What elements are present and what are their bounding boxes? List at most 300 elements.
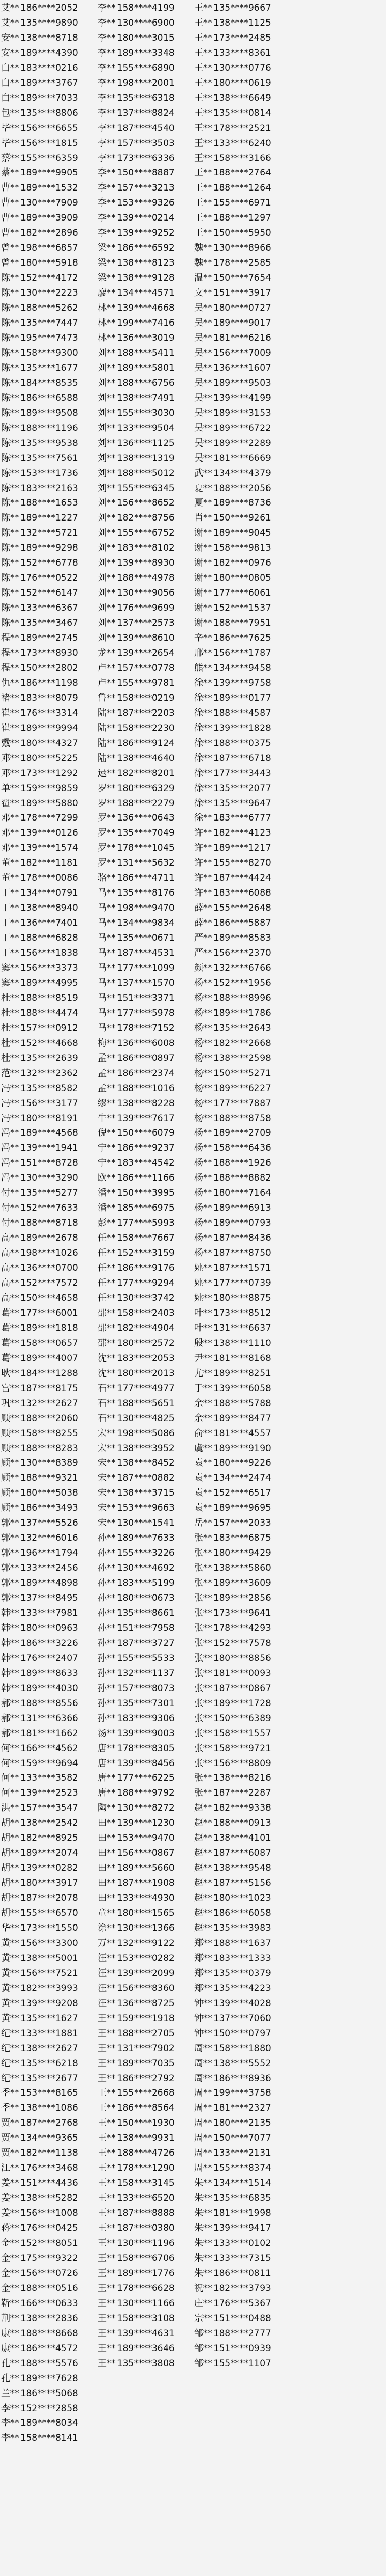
list-item	[96, 751, 193, 766]
list-item	[96, 931, 193, 946]
list-item	[0, 1546, 96, 1561]
masked-phone-number: 156****7009	[213, 347, 271, 358]
masked-name: 邹**	[194, 2343, 212, 2354]
masked-name: 岳**	[194, 1518, 212, 1529]
list-item	[0, 1651, 96, 1666]
list-item	[193, 1066, 290, 1081]
masked-phone-number: 177****7887	[213, 1097, 271, 1109]
list-item	[193, 301, 290, 316]
masked-phone-number: 173****1292	[20, 767, 78, 779]
list-item	[193, 1231, 290, 1246]
masked-phone-number: 151****4436	[20, 2178, 78, 2189]
list-item	[96, 1936, 193, 1951]
masked-phone-number: 130****0776	[213, 62, 271, 74]
masked-name: 田**	[98, 1863, 116, 1874]
masked-name: 谢**	[194, 618, 212, 629]
masked-phone-number: 180****2135	[213, 2118, 271, 2129]
masked-name: 高**	[1, 1278, 19, 1289]
masked-phone-number: 155****2648	[213, 903, 271, 914]
list-item	[0, 1516, 96, 1531]
list-item	[0, 136, 96, 151]
masked-name: 宗**	[194, 2312, 212, 2324]
masked-name: 邢**	[194, 647, 212, 658]
list-item	[96, 181, 193, 196]
list-item	[193, 2191, 290, 2206]
list-item	[96, 631, 193, 646]
list-item	[96, 436, 193, 451]
masked-phone-number: 189****5880	[20, 797, 78, 809]
list-item	[193, 1771, 290, 1786]
masked-phone-number: 178****1045	[117, 843, 175, 854]
masked-phone-number: 198****1026	[20, 1248, 78, 1259]
masked-phone-number: 138****2836	[20, 2312, 78, 2324]
masked-phone-number: 182****4123	[213, 828, 271, 839]
list-item	[193, 571, 290, 586]
list-item	[193, 1441, 290, 1457]
masked-phone-number: 157****0778	[117, 662, 175, 674]
list-item	[0, 601, 96, 616]
list-item	[193, 2131, 290, 2146]
list-item	[96, 316, 193, 331]
masked-phone-number: 180****0727	[213, 303, 271, 314]
masked-name: 陈**	[1, 407, 19, 419]
list-item	[193, 2251, 290, 2266]
masked-name: 刘**	[98, 452, 116, 464]
list-item	[193, 2221, 290, 2236]
masked-phone-number: 188****5651	[117, 1397, 175, 1409]
masked-phone-number: 189****8583	[213, 933, 271, 944]
masked-phone-number: 189****7035	[117, 2058, 175, 2069]
list-item	[0, 2057, 96, 2072]
masked-phone-number: 156****0867	[117, 1848, 175, 1859]
masked-phone-number: 136****6008	[117, 1037, 175, 1049]
masked-phone-number: 137****5526	[20, 1518, 78, 1529]
masked-phone-number: 178****2521	[213, 122, 271, 134]
masked-name: 袁**	[194, 1473, 212, 1484]
masked-name: 徐**	[194, 782, 212, 794]
masked-name: 李**	[98, 77, 116, 89]
masked-name: 冯**	[1, 1097, 19, 1109]
masked-name: 纪**	[1, 2073, 19, 2084]
list-item	[0, 1291, 96, 1306]
masked-name: 冯**	[1, 1158, 19, 1169]
masked-name: 赵**	[194, 1863, 212, 1874]
masked-name: 葛**	[1, 1307, 19, 1319]
masked-name: 冯**	[1, 1173, 19, 1184]
masked-phone-number: 188****9792	[117, 1788, 175, 1799]
list-item	[0, 646, 96, 661]
masked-phone-number: 133****3582	[20, 1773, 78, 1784]
masked-phone-number: 135****3467	[20, 618, 78, 629]
list-item	[0, 2311, 96, 2326]
list-item	[193, 1681, 290, 1696]
masked-phone-number: 189****2856	[213, 1593, 271, 1604]
list-item	[0, 2372, 96, 2387]
list-item	[96, 1891, 193, 1906]
masked-phone-number: 178****4293	[213, 1622, 271, 1634]
list-item	[193, 406, 290, 421]
list-item	[193, 1801, 290, 1816]
masked-name: 刘**	[98, 633, 116, 644]
list-item	[193, 2326, 290, 2341]
masked-phone-number: 135****9667	[213, 3, 271, 13]
masked-phone-number: 188****2764	[213, 167, 271, 179]
list-item	[193, 286, 290, 301]
masked-phone-number: 139****4028	[213, 1997, 271, 2009]
masked-name: 白**	[1, 62, 19, 74]
list-item	[0, 1096, 96, 1111]
masked-phone-number: 155****5533	[117, 1652, 175, 1664]
masked-name: 王**	[194, 3, 212, 13]
masked-name: 吴**	[194, 407, 212, 419]
masked-name: 薛**	[194, 903, 212, 914]
list-item	[0, 1216, 96, 1231]
list-item	[96, 1111, 193, 1126]
masked-name: 王**	[98, 2358, 116, 2369]
masked-name: 顾**	[1, 1428, 19, 1439]
masked-phone-number: 158****9721	[213, 1743, 271, 1754]
list-item	[193, 2026, 290, 2041]
masked-phone-number: 186****3226	[20, 1637, 78, 1649]
list-item	[96, 706, 193, 721]
masked-name: 陈**	[1, 573, 19, 584]
masked-phone-number: 188****7951	[213, 618, 271, 629]
masked-phone-number: 184****8535	[20, 377, 78, 389]
masked-name: 朱**	[194, 2223, 212, 2234]
list-item	[193, 1171, 290, 1186]
masked-name: 李**	[98, 32, 116, 43]
masked-phone-number: 136****8725	[117, 1997, 175, 2009]
list-item	[96, 2281, 193, 2296]
masked-name: 龙**	[98, 647, 116, 658]
list-item	[193, 781, 290, 796]
masked-phone-number: 135****7049	[117, 828, 175, 839]
list-item	[96, 541, 193, 556]
masked-phone-number: 152****7633	[20, 1203, 78, 1214]
list-item	[0, 2266, 96, 2281]
masked-name: 黄**	[1, 1952, 19, 1964]
masked-name: 吴**	[194, 452, 212, 464]
list-item	[96, 1291, 193, 1306]
masked-name: 陈**	[1, 332, 19, 343]
masked-phone-number: 157****3213	[117, 182, 175, 194]
list-item	[0, 2191, 96, 2206]
masked-name: 汪**	[98, 1967, 116, 1979]
masked-name: 王**	[98, 2043, 116, 2054]
masked-name: 陈**	[1, 303, 19, 314]
masked-name: 张**	[194, 1773, 212, 1784]
list-item	[193, 1516, 290, 1531]
masked-name: 周**	[194, 2103, 212, 2114]
masked-phone-number: 130****6900	[117, 17, 175, 28]
list-item	[96, 16, 193, 31]
list-item	[193, 1006, 290, 1021]
list-item	[96, 391, 193, 406]
list-item	[0, 451, 96, 466]
masked-name: 陈**	[1, 318, 19, 329]
masked-phone-number: 156****2370	[213, 948, 271, 959]
masked-phone-number: 186****5887	[213, 918, 271, 929]
masked-name: 姚**	[194, 1278, 212, 1289]
masked-name: 艾**	[1, 17, 19, 28]
masked-name: 董**	[1, 873, 19, 884]
masked-phone-number: 157****3503	[117, 137, 175, 149]
masked-phone-number: 173****6336	[117, 152, 175, 164]
masked-name: 曹**	[1, 197, 19, 209]
masked-name: 卢**	[98, 677, 116, 689]
masked-name: 刘**	[98, 377, 116, 389]
masked-name: 李**	[98, 107, 116, 119]
masked-phone-number: 139****2099	[117, 1967, 175, 1979]
masked-name: 宁**	[98, 1143, 116, 1154]
list-item	[96, 1621, 193, 1636]
masked-name: 虞**	[194, 1443, 212, 1454]
masked-phone-number: 188****1016	[117, 1082, 175, 1094]
list-item	[96, 676, 193, 691]
list-item	[96, 1141, 193, 1156]
masked-name: 邹**	[194, 2328, 212, 2339]
list-item	[0, 1, 96, 16]
list-item	[96, 2161, 193, 2176]
masked-phone-number: 189****2074	[20, 1848, 78, 1859]
list-item	[96, 1711, 193, 1726]
list-item	[96, 2326, 193, 2341]
masked-name: 罗**	[98, 843, 116, 854]
list-item	[96, 526, 193, 541]
list-item	[0, 1396, 96, 1411]
masked-name: 周**	[194, 2148, 212, 2159]
list-item	[96, 2311, 193, 2326]
masked-phone-number: 178****7152	[117, 1022, 175, 1034]
masked-name: 罗**	[98, 813, 116, 824]
masked-name: 汪**	[98, 1982, 116, 1994]
list-item	[96, 1757, 193, 1772]
masked-name: 朱**	[194, 2238, 212, 2249]
list-item	[0, 436, 96, 451]
masked-name: 马**	[98, 903, 116, 914]
list-item	[96, 151, 193, 166]
list-item	[193, 181, 290, 196]
masked-phone-number: 188****6828	[20, 933, 78, 944]
masked-phone-number: 180****1565	[117, 1908, 175, 1919]
masked-phone-number: 153****9470	[117, 1833, 175, 1844]
masked-name: 杨**	[194, 1128, 212, 1139]
list-item	[0, 916, 96, 931]
masked-phone-number: 139****0214	[117, 213, 175, 224]
masked-name: 石**	[98, 1397, 116, 1409]
masked-phone-number: 173****1550	[20, 1923, 78, 1934]
masked-name: 田**	[98, 1833, 116, 1844]
masked-name: 陈**	[1, 452, 19, 464]
masked-name: 宋**	[98, 1443, 116, 1454]
masked-name: 胡**	[1, 1908, 19, 1919]
masked-name: 金**	[1, 2267, 19, 2279]
list-item	[193, 466, 290, 481]
masked-phone-number: 130****4825	[117, 1413, 175, 1424]
list-item	[96, 376, 193, 391]
masked-name: 刘**	[98, 497, 116, 509]
masked-phone-number: 138****9931	[117, 2133, 175, 2144]
masked-name: 杨**	[194, 1067, 212, 1079]
masked-name: 王**	[98, 2012, 116, 2024]
masked-phone-number: 135****8806	[20, 107, 78, 119]
masked-name: 纪**	[1, 2058, 19, 2069]
masked-name: 高**	[1, 1233, 19, 1244]
list-item	[0, 181, 96, 196]
masked-phone-number: 173****8930	[20, 647, 78, 658]
masked-phone-number: 189****1818	[20, 1322, 78, 1334]
list-item	[0, 1066, 96, 1081]
masked-name: 杨**	[194, 1022, 212, 1034]
list-item	[193, 916, 290, 931]
masked-name: 张**	[194, 1697, 212, 1709]
masked-phone-number: 187****6087	[213, 1848, 271, 1859]
masked-phone-number: 189****9190	[213, 1443, 271, 1454]
masked-name: 杨**	[194, 1188, 212, 1199]
masked-phone-number: 188****1264	[213, 182, 271, 194]
masked-name: 顾**	[1, 1443, 19, 1454]
list-item	[96, 616, 193, 631]
masked-phone-number: 186****8936	[213, 2073, 271, 2084]
masked-name: 夏**	[194, 497, 212, 509]
masked-phone-number: 133****7981	[20, 1607, 78, 1619]
masked-name: 顾**	[1, 1503, 19, 1514]
masked-name: 杜**	[1, 1037, 19, 1049]
masked-phone-number: 188****8556	[20, 1697, 78, 1709]
masked-phone-number: 187****3727	[117, 1637, 175, 1649]
list-item	[193, 1426, 290, 1441]
masked-name: 李**	[98, 3, 116, 13]
list-item	[0, 1156, 96, 1171]
list-item	[193, 61, 290, 76]
masked-name: 陆**	[98, 707, 116, 719]
list-item	[96, 871, 193, 886]
masked-name: 杨**	[194, 1218, 212, 1229]
masked-name: 包**	[1, 107, 19, 119]
masked-name: 魏**	[194, 243, 212, 254]
masked-name: 江**	[1, 2163, 19, 2174]
list-item	[0, 1036, 96, 1051]
list-item	[0, 2221, 96, 2236]
masked-phone-number: 151****0488	[213, 2312, 271, 2324]
masked-name: 孙**	[98, 1548, 116, 1559]
masked-name: 王**	[98, 2058, 116, 2069]
masked-phone-number: 177****4977	[117, 1382, 175, 1394]
masked-name: 刘**	[98, 347, 116, 358]
list-item	[96, 1216, 193, 1231]
masked-phone-number: 177****5993	[117, 1218, 175, 1229]
masked-phone-number: 189****3646	[117, 2343, 175, 2354]
masked-phone-number: 180****9226	[213, 1458, 271, 1469]
masked-phone-number: 156****8360	[117, 1982, 175, 1994]
masked-phone-number: 178****8305	[117, 1743, 175, 1754]
masked-name: 祝**	[194, 2282, 212, 2294]
list-item	[0, 1411, 96, 1426]
masked-phone-number: 183****2163	[20, 482, 78, 494]
masked-name: 程**	[1, 647, 19, 658]
masked-name: 金**	[1, 2238, 19, 2249]
masked-phone-number: 189****5660	[117, 1863, 175, 1874]
masked-phone-number: 189****4030	[20, 1682, 78, 1694]
masked-phone-number: 131****6366	[20, 1713, 78, 1724]
list-item	[193, 931, 290, 946]
masked-phone-number: 183****9306	[117, 1713, 175, 1724]
list-item	[193, 1876, 290, 1891]
masked-phone-number: 138****9128	[117, 273, 175, 284]
masked-name: 葛**	[1, 1337, 19, 1349]
masked-name: 曹**	[1, 228, 19, 239]
masked-phone-number: 183****2053	[117, 1352, 175, 1364]
masked-phone-number: 150****6079	[117, 1128, 175, 1139]
list-item	[193, 826, 290, 841]
masked-name: 武**	[194, 467, 212, 479]
masked-name: 孟**	[98, 1052, 116, 1064]
list-item	[96, 571, 193, 586]
masked-name: 杨**	[194, 1158, 212, 1169]
list-item	[96, 856, 193, 871]
list-item	[96, 1471, 193, 1486]
list-item	[0, 1606, 96, 1621]
list-item	[0, 151, 96, 166]
list-item	[96, 1066, 193, 1081]
list-item	[96, 2011, 193, 2026]
masked-name: 黄**	[1, 1982, 19, 1994]
masked-name: 沈**	[98, 1367, 116, 1379]
masked-phone-number: 189****7633	[117, 1533, 175, 1544]
list-item	[96, 781, 193, 796]
list-item	[193, 1156, 290, 1171]
masked-name: 陈**	[1, 347, 19, 358]
masked-name: 李**	[98, 152, 116, 164]
masked-name: 杨**	[194, 1097, 212, 1109]
list-item	[96, 661, 193, 676]
masked-name: 孙**	[98, 1593, 116, 1604]
masked-phone-number: 186****1166	[117, 1173, 175, 1184]
list-item	[96, 1591, 193, 1606]
masked-name: 崔**	[1, 707, 19, 719]
masked-name: 陈**	[1, 377, 19, 389]
masked-name: 陈**	[1, 273, 19, 284]
masked-phone-number: 181****1998	[213, 2208, 271, 2219]
masked-name: 宋**	[98, 1503, 116, 1514]
masked-phone-number: 158****8255	[20, 1428, 78, 1439]
masked-name: 任**	[98, 1278, 116, 1289]
masked-name: 姜**	[1, 2208, 19, 2219]
list-item	[96, 1831, 193, 1846]
list-item	[96, 196, 193, 211]
list-item	[193, 1891, 290, 1906]
masked-name: 周**	[194, 2163, 212, 2174]
masked-name: 徐**	[194, 797, 212, 809]
masked-name: 万**	[98, 1937, 116, 1949]
list-item	[0, 946, 96, 961]
list-item	[0, 2281, 96, 2296]
masked-phone-number: 183****6777	[213, 813, 271, 824]
list-item	[0, 1981, 96, 1996]
masked-phone-number: 133****6240	[213, 137, 271, 149]
masked-name: 曹**	[1, 182, 19, 194]
masked-name: 马**	[98, 1022, 116, 1034]
masked-name: 赵**	[194, 1893, 212, 1904]
masked-phone-number: 133****6367	[20, 603, 78, 614]
list-item	[193, 421, 290, 436]
list-item	[96, 1846, 193, 1861]
masked-phone-number: 158****0219	[117, 692, 175, 704]
list-item	[193, 721, 290, 736]
list-item	[96, 1546, 193, 1561]
masked-name: 单**	[1, 782, 19, 794]
masked-name: 吴**	[194, 318, 212, 329]
